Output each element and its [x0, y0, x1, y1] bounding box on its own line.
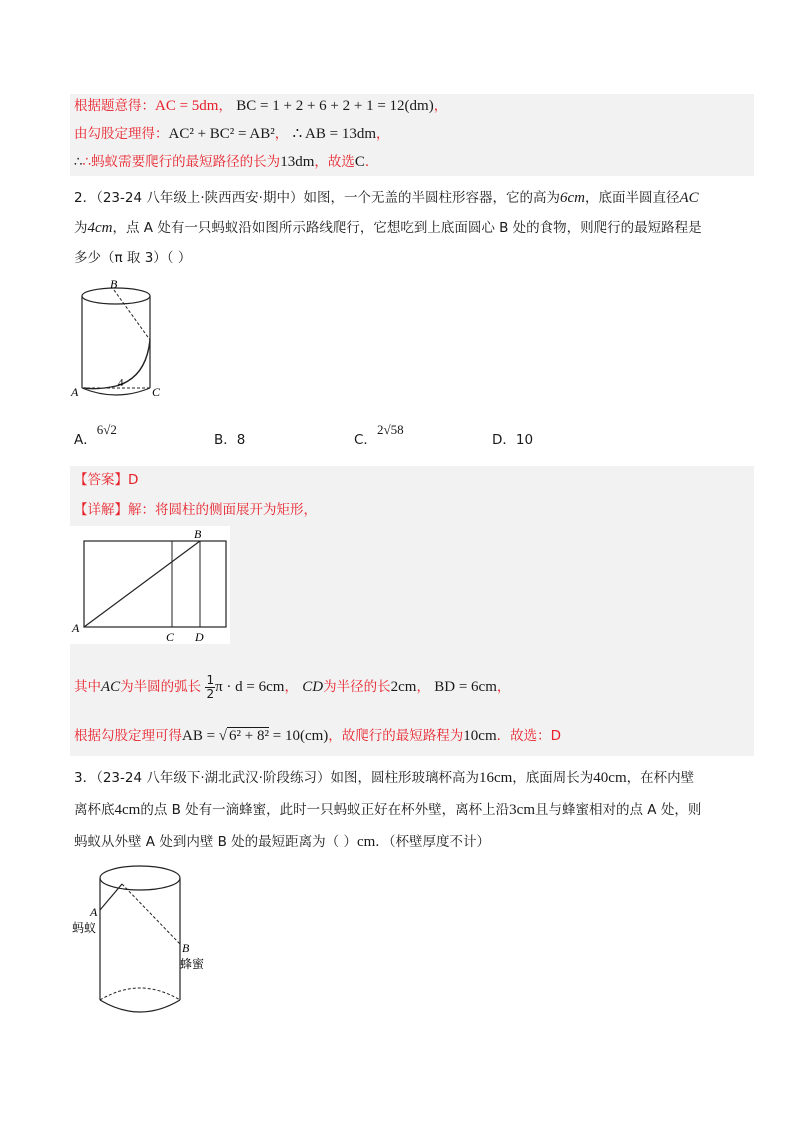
q2-answer-fig-label-b: B [194, 527, 202, 541]
q2-half-cylinder-figure [70, 278, 170, 400]
q3-fig-label-b: B [182, 941, 190, 955]
q3-line-2: 离杯底4cm的点 B 处有一滴蜂蜜，此时一只蚂蚁正好在杯外壁，离杯上沿3cm且与蜂蜜相对的点 A 处，则 [74, 802, 702, 818]
q3-fig-label-ant: 蚂蚁 [72, 921, 97, 935]
q2-detail-line: 【详解】解：将圆柱的侧面展开为矩形， [74, 502, 317, 518]
q2-answer-line-1: 其中AC为半圆的弧长 $\frac{1}{2}$ π · d = 6cm， CD为半径的长2cm， BD = 6cm， [74, 672, 511, 701]
q3-line-1: 3．（23-24 八年级下·湖北武汉·阶段练习）如图，圆柱形玻璃杯高为16cm，底面周长为40cm，在杯内壁 [74, 770, 695, 786]
q2-line-1: 2．（23-24 八年级上·陕西西安·期中）如图，一个无盖的半圆柱形容器，它的高为6cm，底面半圆直径AC [74, 190, 699, 206]
q2-answer-line: 【答案】D [74, 472, 139, 488]
prev-solution-line-1: 根据题意得：AC = 5dm， BC = 1 + 2 + 6 + 2 + 1 = 12(dm)， [74, 98, 448, 114]
q2-fig-label-b: B [110, 278, 118, 291]
q2-answer-line-2: 根据勾股定理可得AB = √ 6² + 8² = 10(cm)，故爬行的最短路程为10cm．故选：D [74, 728, 562, 744]
q2-answer-fig-label-a: A [72, 621, 80, 635]
q2-fig-label-a: A [71, 385, 79, 399]
q3-cylinder-figure [70, 856, 220, 1032]
q2-fig-label-4: 4 [118, 377, 124, 389]
q2-line-2: 为4cm，点 A 处有一只蚂蚁沿如图所示路线爬行，它想吃到上底面圆心 B 处的食物，则爬行的最短路程是 [74, 220, 702, 236]
q2-option-a[interactable]: A．6√2 [74, 422, 117, 448]
q2-unfolded-rectangle-figure [70, 526, 230, 644]
q3-fig-label-honey: 蜂蜜 [180, 957, 205, 971]
q2-option-b[interactable]: B．8 [214, 432, 246, 448]
prev-solution-line-2: 由勾股定理得：AC² + BC² = AB²， ∴ AB = 13dm， [74, 126, 390, 142]
q2-answer-fig-label-d: D [195, 630, 204, 644]
q2-option-c[interactable]: C．2√58 [354, 422, 404, 448]
q3-line-3: 蚂蚁从外壁 A 处到内壁 B 处的最短距离为（ ）cm．（杯壁厚度不计） [74, 834, 491, 850]
prev-solution-line-3: ∴∴蚂蚁需要爬行的最短路径的长为13dm，故选C. [74, 154, 370, 170]
q2-line-3: 多少（π 取 3）（ ） [74, 250, 192, 266]
q2-answer-fig-label-c: C [166, 630, 175, 644]
q3-fig-label-a: A [90, 905, 98, 919]
q2-option-d[interactable]: D．10 [492, 432, 534, 448]
q2-fig-label-c: C [152, 385, 161, 399]
